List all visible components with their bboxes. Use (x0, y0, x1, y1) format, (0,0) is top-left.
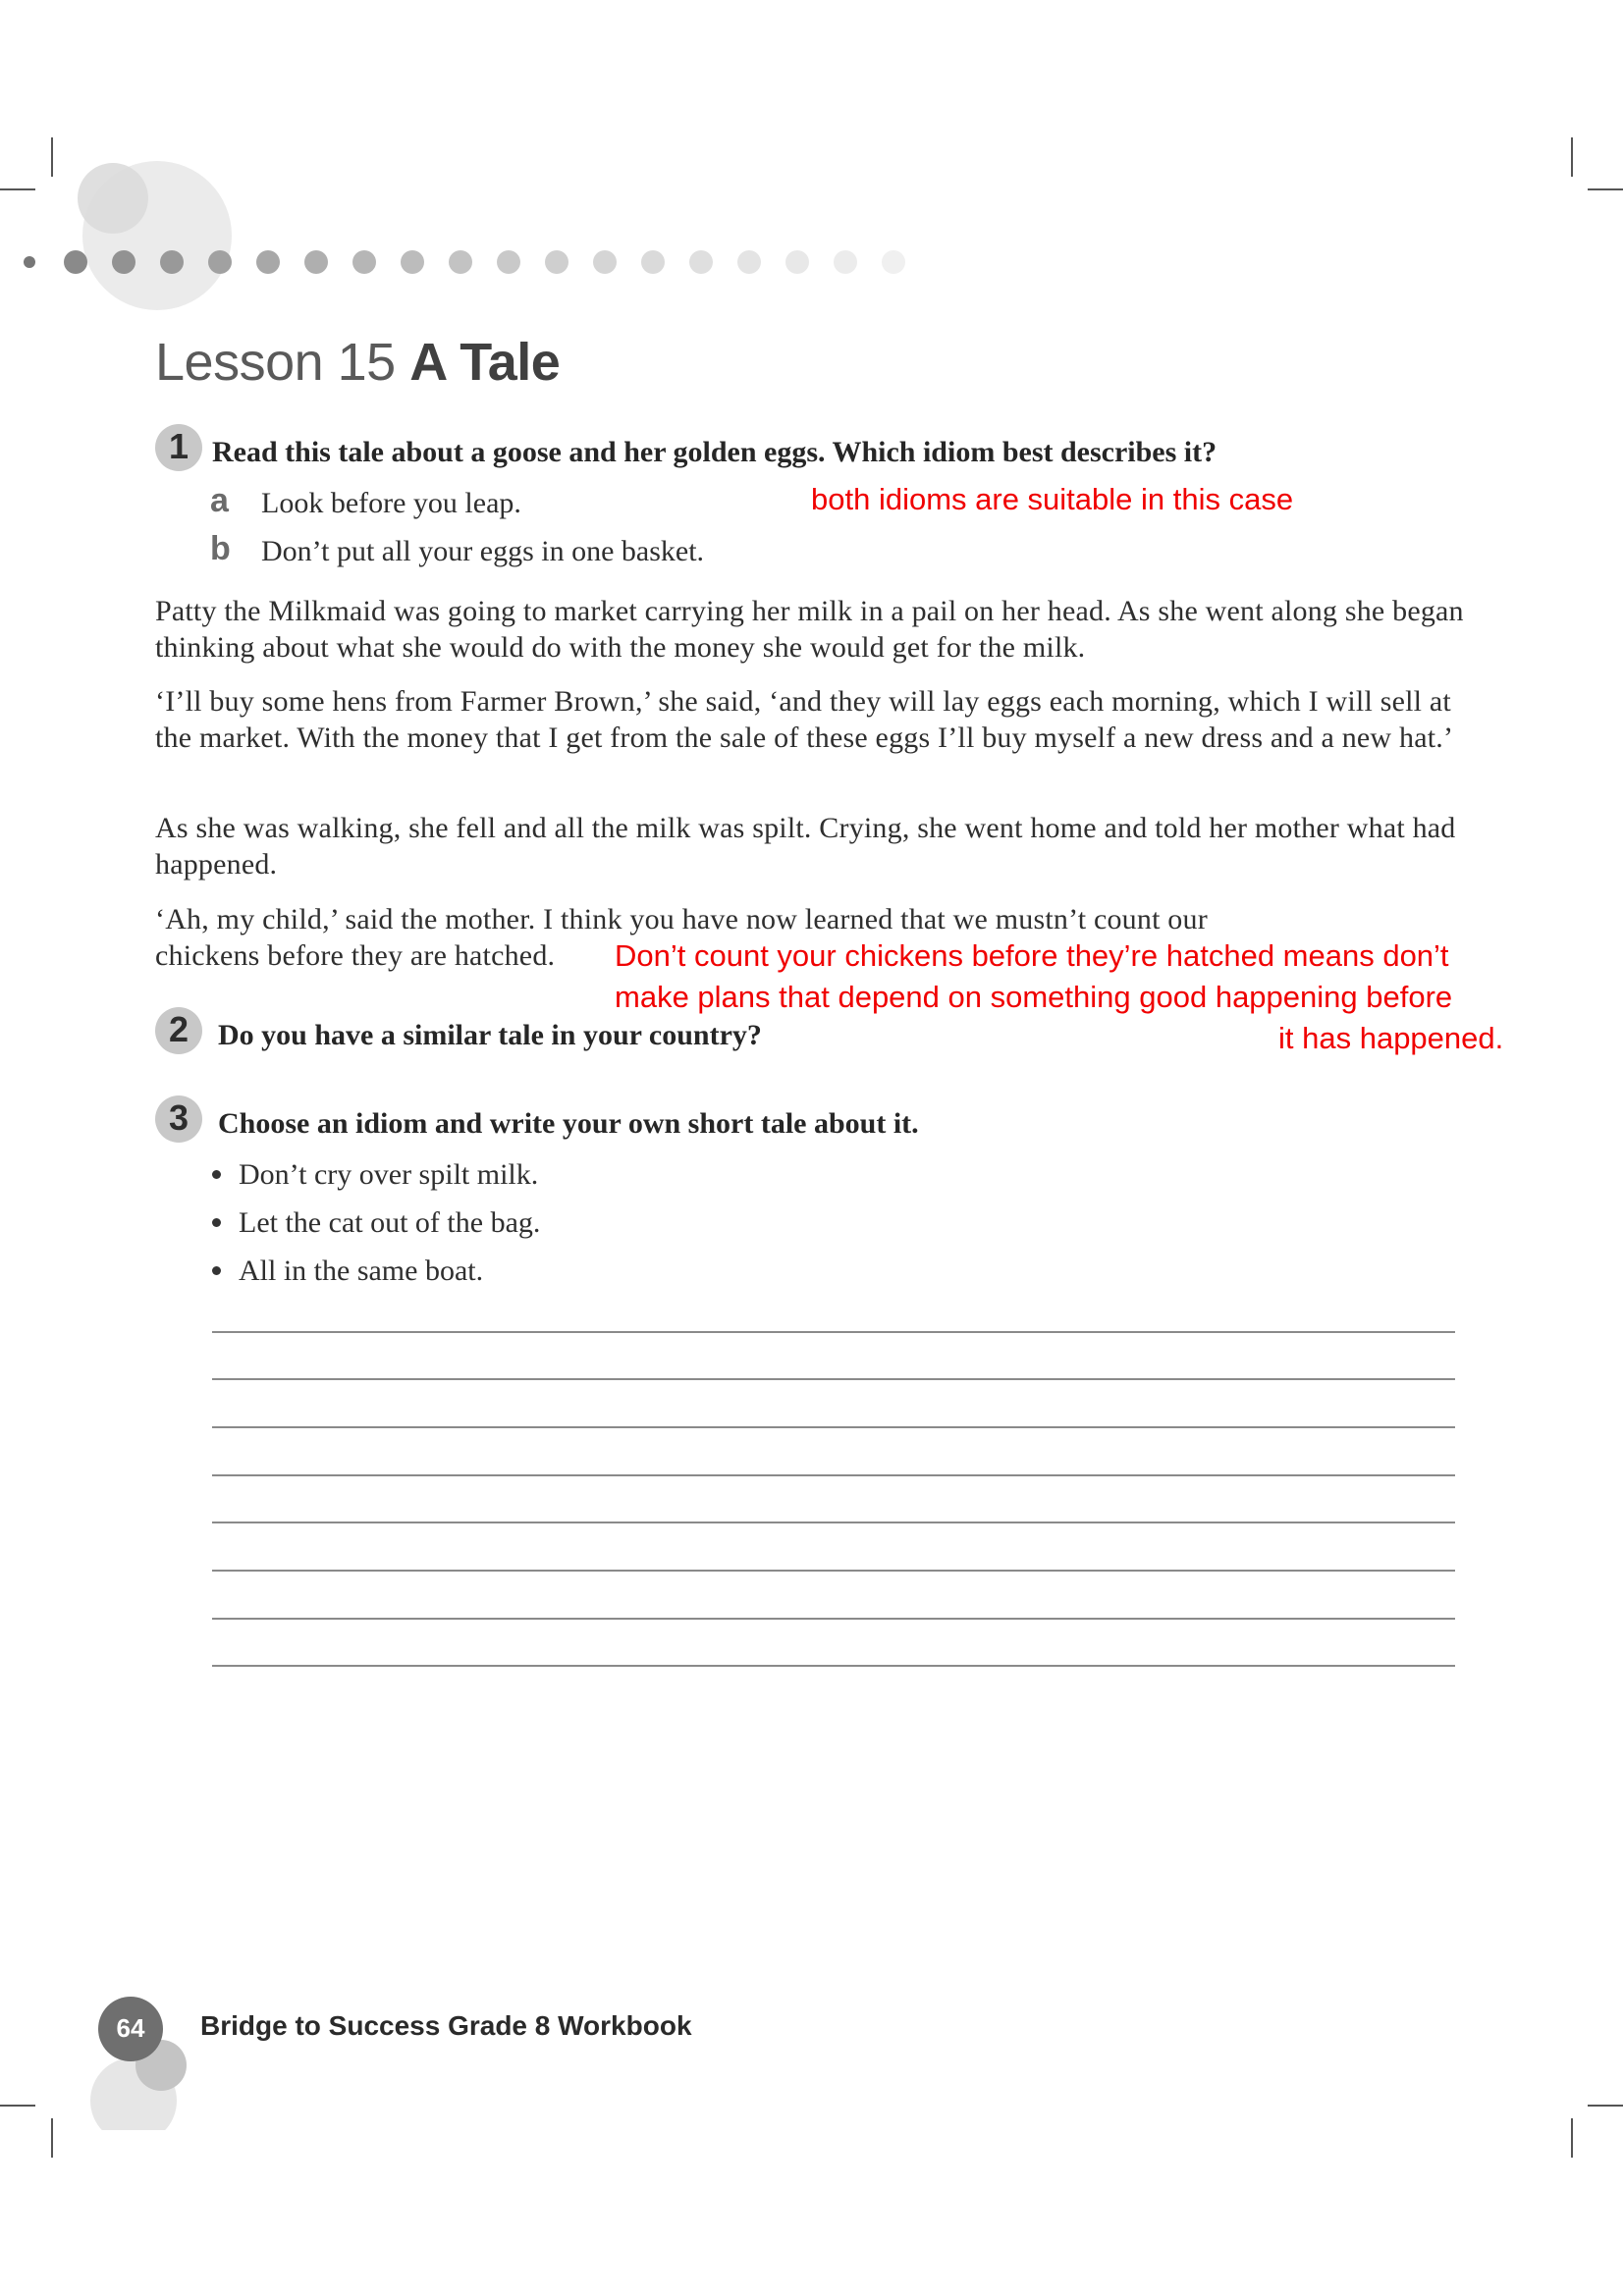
story-paragraph: ‘I’ll buy some hens from Farmer Brown,’ she said, ‘and they will lay eggs each morning, which I will sell at the market. With the money that I get from the sale of these eggs I’ll buy myself a new dress and a new hat.’ (155, 685, 1454, 754)
book-title: Bridge to Success Grade 8 Workbook (200, 2010, 692, 2041)
exercise-3-question: Choose an idiom and write your own short tale about it. (218, 1107, 919, 1140)
story-paragraph: chickens before they are hatched. (155, 939, 556, 972)
story-paragraph: ‘Ah, my child,’ said the mother. I think you have now learned that we mustn’t count our (155, 903, 1208, 935)
crop-mark (1571, 137, 1573, 177)
option-b-text: Don’t put all your eggs in one basket. (261, 535, 705, 567)
idiom-bullet: Let the cat out of the bag. (212, 1206, 540, 1240)
exercise-2-badge: 2 (155, 1007, 202, 1054)
exercise-1-question: Read this tale about a goose and her golden eggs. Which idiom best describes it? (212, 436, 1217, 468)
lesson-title (155, 332, 560, 393)
annotation-idiom-meaning: it has happened. (1278, 1021, 1504, 1055)
story-paragraph: Patty the Milkmaid was going to market carrying her milk in a pail on her head. As she went along she began thinking about what she would do with the money she would get for the milk. (155, 595, 1464, 664)
lesson-name: A Tale (409, 333, 561, 392)
writing-line[interactable] (212, 1378, 1455, 1380)
crop-mark (1571, 2118, 1573, 2158)
writing-line[interactable] (212, 1474, 1455, 1476)
option-a-text: Look before you leap. (261, 487, 521, 519)
annotation-idiom-meaning: make plans that depend on something good happening before (615, 980, 1453, 1014)
writing-line[interactable] (212, 1665, 1455, 1667)
page-number: 64 (98, 1997, 163, 2061)
exercise-3-badge: 3 (155, 1095, 202, 1143)
writing-line[interactable] (212, 1522, 1455, 1523)
writing-line[interactable] (212, 1426, 1455, 1428)
exercise-1-badge: 1 (155, 424, 202, 471)
crop-mark (51, 2118, 53, 2158)
option-b-letter: b (210, 530, 231, 567)
exercise-2-question: Do you have a similar tale in your country? (218, 1019, 762, 1051)
option-a-letter: a (210, 482, 229, 519)
annotation-both-idioms: both idioms are suitable in this case (811, 482, 1294, 516)
header-decoration (0, 157, 943, 314)
crop-mark (1588, 2105, 1623, 2107)
lesson-number: Lesson 15 (155, 333, 396, 392)
writing-line[interactable] (212, 1570, 1455, 1572)
idiom-bullet: All in the same boat. (212, 1255, 483, 1288)
annotation-idiom-meaning: Don’t count your chickens before they’re hatched means don’t (615, 938, 1449, 973)
story-paragraph: As she was walking, she fell and all the milk was spilt. Crying, she went home and told her mother what had happened. (155, 812, 1456, 881)
idiom-bullet: Don’t cry over spilt milk. (212, 1158, 538, 1192)
writing-line[interactable] (212, 1331, 1455, 1333)
writing-line[interactable] (212, 1618, 1455, 1620)
crop-mark (1588, 188, 1623, 190)
crop-mark (0, 2105, 35, 2107)
